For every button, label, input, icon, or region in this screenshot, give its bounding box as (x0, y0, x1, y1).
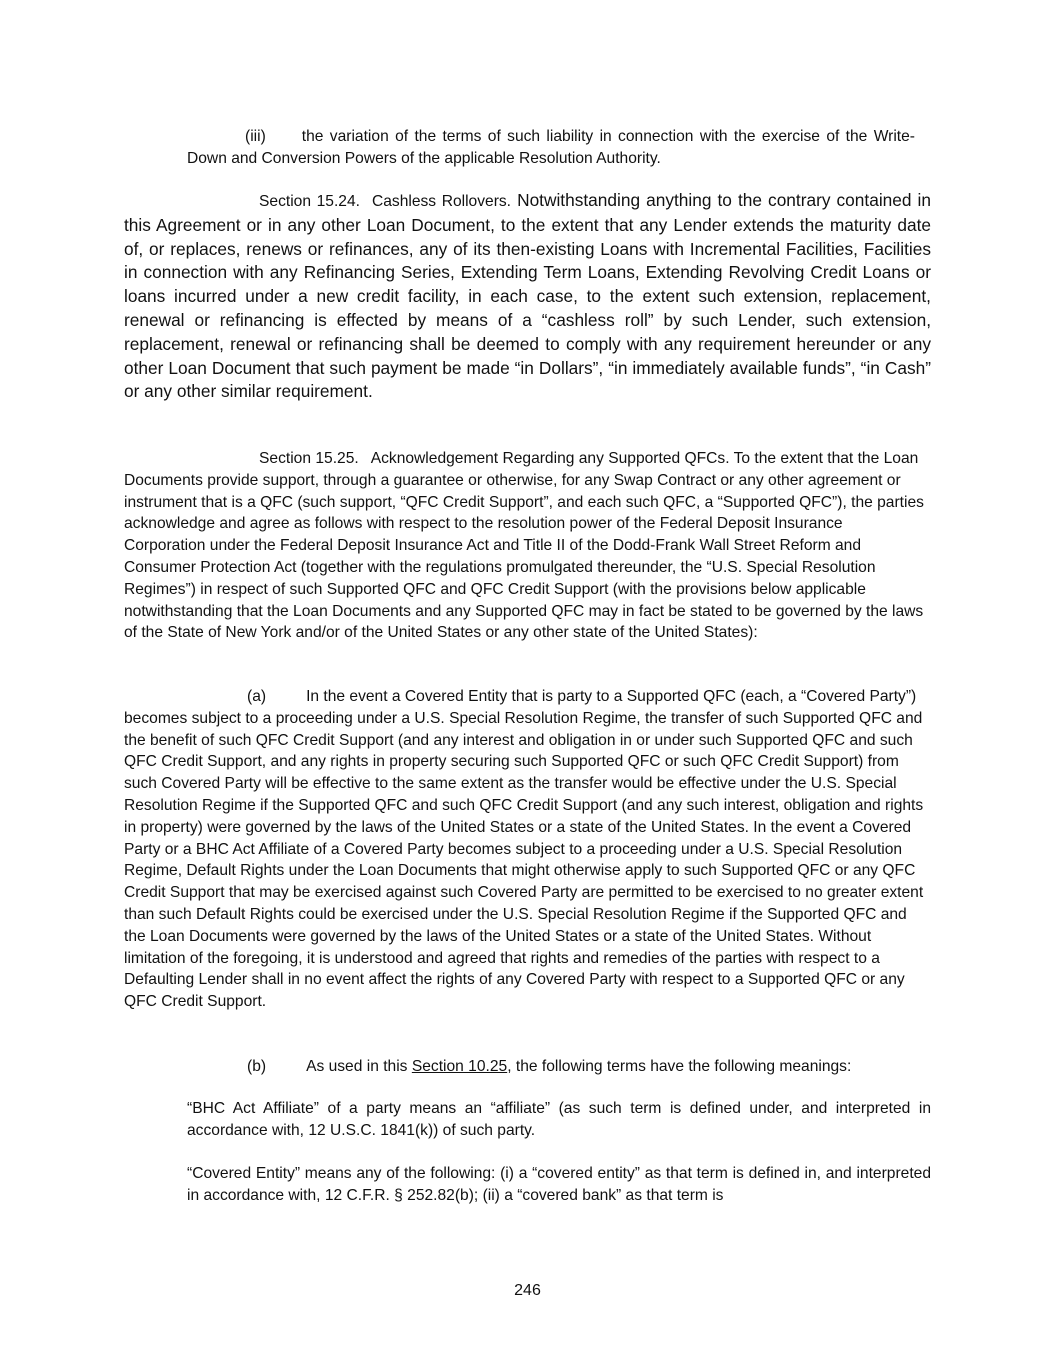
clause-iii-text: the variation of the terms of such liability in connection with the exercise of the Write-Down and Conversion Powers of the applicable Resolution Authority. (187, 128, 915, 167)
clause-b-prefix: As used in this (306, 1058, 408, 1075)
section-15-25-title: Acknowledgement Regarding any Supported QFCs. (370, 450, 730, 467)
section-10-25-link[interactable]: Section 10.25 (411, 1058, 508, 1075)
definition-covered-entity (187, 1163, 931, 1207)
definition-bhc-act-affiliate (187, 1098, 931, 1142)
page-number: 246 (514, 1282, 541, 1299)
section-15-24-title: Cashless Rollovers. (371, 193, 512, 210)
section-15-24 (124, 189, 931, 404)
clause-a-label: (a) (247, 688, 267, 705)
section-15-25-body: To the extent that the Loan Documents provide support, through a guarantee or otherwise, for any Swap Contract or any other agreement or instrument that is a QFC (such support, “QFC Credit Support”, and each such QFC, a “Supported QFC”), the parties acknowledge and agree as follows with respect to the resolution power of the Federal Deposit Insurance Corporation under the Federal Deposit Insurance Act and Title II of the Dodd-Frank Wall Street Reform and Consumer Protection Act (together with the regulations promulgated thereunder, the “U.S. Special Resolution Regimes”) in respect of such Supported QFC and QFC Credit Support (with the provisions below applicable notwithstanding that the Loan Documents and any Supported QFC may in fact be stated to be governed by the laws of the State of New York and/or of the United States or any other state of the United States): (124, 450, 924, 642)
section-15-25-number: Section 15.25. (259, 450, 359, 467)
definition-bhc-text: “BHC Act Affiliate” of a party means an “affiliate” (as such term is defined under, and interpreted in accordance with, 12 U.S.C. 1841(k)) of such party. (187, 1100, 931, 1139)
clause-a-text: In the event a Covered Entity that is party to a Supported QFC (each, a “Covered Party”) becomes subject to a proceeding under a U.S. Special Resolution Regime, the transfer of such Supported QFC and the benefit of such QFC Credit Support (and any interest and obligation in or under such Supported QFC and such QFC Credit Support, and any rights in property securing such Supported QFC or such QFC Credit Support) from such Covered Party will be effective to the same extent as the transfer would be effective under the U.S. Special Resolution Regime if the Supported QFC and such QFC Credit Support (and any such interest, obligation and rights in property) were governed by the laws of the United States or a state of the United States. In the event a Covered Party or a BHC Act Affiliate of a Covered Party becomes subject to a proceeding under a U.S. Special Resolution Regime, Default Rights under the Loan Documents that might otherwise apply to such Supported QFC or any QFC Credit Support that may be exercised against such Covered Party are permitted to be exercised to no greater extent than such Default Rights could be exercised under the U.S. Special Resolution Regime if the Supported QFC and the Loan Documents were governed by the laws of the United States or a state of the United States. Without limitation of the foregoing, it is understood and agreed that rights and remedies of the parties with respect to a Defaulting Lender shall in no event affect the rights of any Covered Party with respect to a Supported QFC or any QFC Credit Support. (124, 688, 924, 1011)
clause-iii-label: (iii) (245, 128, 266, 145)
section-15-24-number: Section 15.24. (259, 193, 360, 210)
clause-b (124, 1056, 932, 1078)
clause-iii (187, 126, 915, 170)
clause-b-suffix: , the following terms have the following meanings: (507, 1058, 852, 1075)
clause-a (124, 686, 932, 1013)
definition-covered-entity-text: “Covered Entity” means any of the following: (i) a “covered entity” as that term is defined in, and interpreted in accordance with, 12 C.F.R. § 252.82(b); (ii) a “covered bank” as that term is (187, 1165, 931, 1204)
section-15-25 (124, 448, 924, 644)
clause-b-label: (b) (247, 1058, 267, 1075)
section-15-24-body: Notwithstanding anything to the contrary contained in this Agreement or in any other Loan Document, to the extent that any Lender extends the maturity date of, or replaces, renews or refinances, any of its then-existing Loans with Incremental Facilities, Facilities in connection with any Refinancing Series, Extending Term Loans, Extending Revolving Credit Loans or loans incurred under a new credit facility, in each case, to the extent such extension, replacement, renewal or refinancing is effected by means of a “cashless roll” by such Lender, such extension, replacement, renewal or refinancing shall be deemed to comply with any requirement hereunder or any other Loan Document that such payment be made “in Dollars”, “in immediately available funds”, “in Cash” or any other similar requirement. (124, 190, 931, 402)
